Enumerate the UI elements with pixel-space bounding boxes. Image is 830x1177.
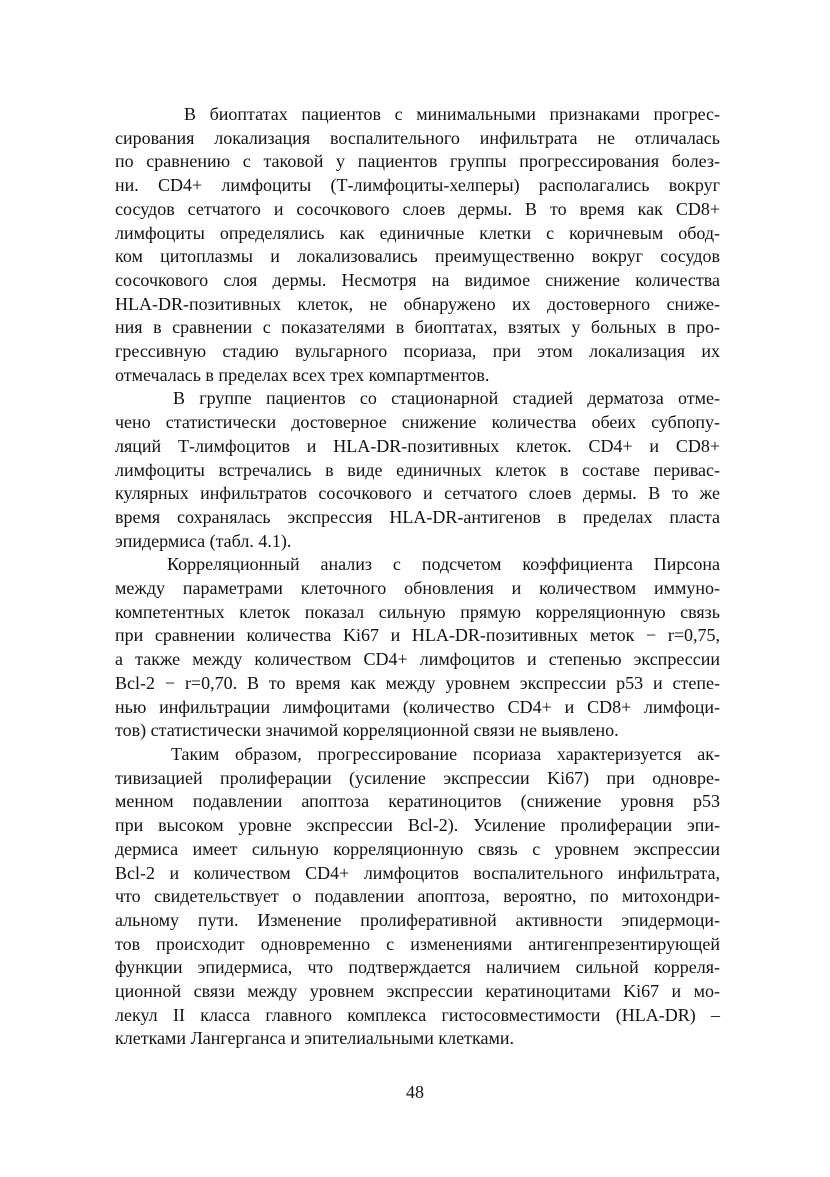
text-line: эпидермиса (табл. 4.1). <box>115 530 292 551</box>
text-line: сирования локализация воспалительного инфильтрата не отличалась <box>115 127 720 148</box>
paragraph-4 <box>115 743 720 1051</box>
text-line: тивизацией пролиферации (усиление экспрессии Ki67) при одновре- <box>115 767 720 788</box>
text-line: ни. CD4+ лимфоциты (Т-лимфоциты-хелперы) располагались вокруг <box>115 175 720 196</box>
text-line: компетентных клеток показал сильную прямую корреляционную связь <box>115 601 720 622</box>
text-line: ком цитоплазмы и локализовались преимущественно вокруг сосудов <box>115 246 720 267</box>
text-line: грессивную стадию вульгарного псориаза, при этом локализация их <box>115 341 720 362</box>
text-line: что свидетельствует о подавлении апоптоза, вероятно, по митохондри- <box>115 886 720 907</box>
text-line: по сравнению с таковой у пациентов группы прогрессирования болез- <box>115 151 720 172</box>
page-number: 48 <box>406 1082 424 1102</box>
text-line: функции эпидермиса, что подтверждается наличием сильной корреля- <box>115 957 720 978</box>
text-line: HLA-DR-позитивных клеток, не обнаружено их достоверного сниже- <box>115 293 720 314</box>
text-line: лимфоциты определялись как единичные клетки с коричневым обод- <box>115 222 720 243</box>
text-line: Таким образом, прогрессирование псориаза характеризуется ак- <box>171 743 720 764</box>
text-line: менном подавлении апоптоза кератиноцитов (снижение уровня p53 <box>115 791 720 812</box>
text-line: кулярных инфильтратов сосочкового и сетчатого слоев дермы. В то же <box>115 483 720 504</box>
text-line: альному пути. Изменение пролиферативной активности эпидермоци- <box>115 909 720 930</box>
text-line: а также между количеством CD4+ лимфоцитов и степенью экспрессии <box>115 649 720 670</box>
text-line: Bcl-2 и количеством CD4+ лимфоцитов воспалительного инфильтрата, <box>115 862 720 883</box>
text-line: при сравнении количества Ki67 и HLA-DR-позитивных меток − r=0,75, <box>115 625 720 646</box>
text-line: сосочкового слоя дермы. Несмотря на видимое снижение количества <box>115 269 720 290</box>
text-line: клетками Лангерганса и эпителиальными клетками. <box>115 1028 514 1049</box>
text-line: тов) статистически значимой корреляционной связи не выявлено. <box>115 720 619 741</box>
paragraph-1 <box>115 103 720 387</box>
text-line: Bcl-2 − r=0,70. В то время как между уровнем экспрессии p53 и степе- <box>115 672 720 693</box>
text-line: время сохранялась экспрессия HLA-DR-антигенов в пределах пласта <box>115 506 720 527</box>
text-line: В биоптатах пациентов с минимальными признаками прогрес- <box>184 104 720 124</box>
text-line: Корреляционный анализ с подсчетом коэффициента Пирсона <box>167 554 720 575</box>
body-text <box>115 103 720 1051</box>
paragraph-2 <box>115 387 720 553</box>
text-line: чено статистически достоверное снижение количества обеих субпопу- <box>115 412 720 433</box>
text-line: ционной связи между уровнем экспрессии кератиноцитами Ki67 и мо- <box>115 981 720 1002</box>
text-line: сосудов сетчатого и сосочкового слоев дермы. В то время как CD8+ <box>115 198 720 219</box>
paragraph-3 <box>115 553 720 743</box>
text-line: отмечалась в пределах всех трех компартментов. <box>115 364 490 385</box>
text-line: ния в сравнении с показателями в биоптатах, взятых у больных в про- <box>115 317 720 338</box>
text-line: лекул II класса главного комплекса гистосовместимости (HLA-DR) – <box>115 1004 720 1025</box>
text-line: дермиса имеет сильную корреляционную связь с уровнем экспрессии <box>115 838 720 859</box>
text-line: тов происходит одновременно с изменениями антигенпрезентирующей <box>115 933 720 954</box>
text-line: нью инфильтрации лимфоцитами (количество CD4+ и CD8+ лимфоци- <box>115 696 720 717</box>
text-line: ляций Т-лимфоцитов и HLA-DR-позитивных клеток. CD4+ и CD8+ <box>115 435 720 456</box>
text-line: между параметрами клеточного обновления и количеством иммуно- <box>115 578 720 599</box>
text-line: В группе пациентов со стационарной стадией дерматоза отме- <box>173 388 720 409</box>
text-line: лимфоциты встречались в виде единичных клеток в составе периваc- <box>115 459 720 480</box>
text-line: при высоком уровне экспрессии Bcl-2). Усиление пролиферации эпи- <box>115 815 720 836</box>
